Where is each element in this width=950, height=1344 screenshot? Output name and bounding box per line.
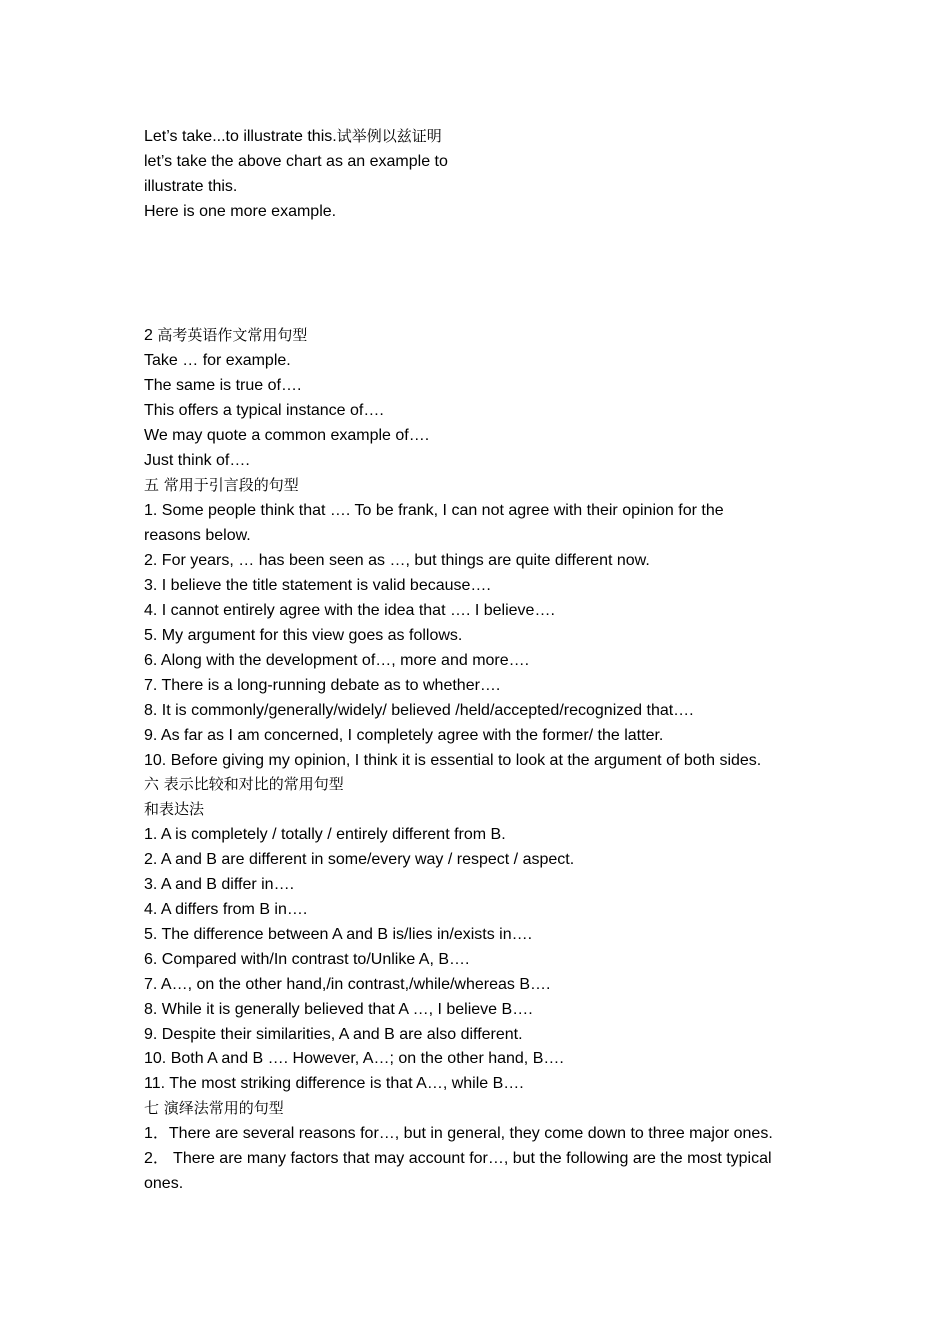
list-item: The same is true of…. bbox=[144, 377, 302, 394]
list-item: 7. There is a long-running debate as to whether…. bbox=[144, 677, 501, 694]
list-item: 6. Compared with/In contrast to/Unlike A, B…. bbox=[144, 951, 470, 968]
text-line: Here is one more example. bbox=[144, 203, 337, 220]
list-item: 10. Before giving my opinion, I think it is essential to look at the argument of both sides. bbox=[144, 752, 762, 769]
section-heading: 六 表示比较和对比的常用句型 bbox=[144, 775, 344, 793]
list-item: 1. A is completely / totally / entirely different from B. bbox=[144, 826, 506, 843]
list-item: 4. A differs from B in…. bbox=[144, 901, 308, 918]
list-item: ones. bbox=[144, 1175, 184, 1192]
section-heading: 五 常用于引言段的句型 bbox=[144, 476, 299, 494]
list-item: 9. Despite their similarities, A and B are also different. bbox=[144, 1026, 523, 1043]
list-item: 11. The most striking difference is that A…, while B…. bbox=[144, 1075, 524, 1092]
list-item: 3. A and B differ in…. bbox=[144, 876, 295, 893]
list-item: 2． There are many factors that may account for…, but the following are the most typical bbox=[144, 1150, 772, 1167]
section-title: 高考英语作文常用句型 bbox=[157, 326, 308, 344]
list-item: We may quote a common example of…. bbox=[144, 427, 430, 444]
list-item: 10. Both A and B …. However, A…; on the other hand, B…. bbox=[144, 1050, 564, 1067]
list-item: This offers a typical instance of…. bbox=[144, 402, 384, 419]
list-item: 6. Along with the development of…, more and more…. bbox=[144, 652, 530, 669]
list-item: Just think of…. bbox=[144, 452, 250, 469]
list-item: 8. While it is generally believed that A …, I believe B…. bbox=[144, 1001, 533, 1018]
list-item: 5. My argument for this view goes as follows. bbox=[144, 627, 463, 644]
section-heading: 七 演绎法常用的句型 bbox=[144, 1099, 284, 1117]
list-item: Take … for example. bbox=[144, 352, 291, 369]
section-heading-cont: 和表达法 bbox=[144, 800, 205, 818]
text-en: Let’s take...to illustrate this. bbox=[144, 128, 337, 145]
list-item: 1. Some people think that …. To be frank, I can not agree with their opinion for the bbox=[144, 502, 724, 519]
list-item: 3. I believe the title statement is valid because…. bbox=[144, 577, 491, 594]
list-item: 9. As far as I am concerned, I completely agree with the former/ the latter. bbox=[144, 727, 664, 744]
list-item: 2. For years, … has been seen as …, but things are quite different now. bbox=[144, 552, 650, 569]
section-number: 2 bbox=[144, 327, 153, 344]
list-item: 8. It is commonly/generally/widely/ believed /held/accepted/recognized that…. bbox=[144, 702, 694, 719]
list-item: reasons below. bbox=[144, 527, 251, 544]
list-item: 7. A…, on the other hand,/in contrast,/while/whereas B…. bbox=[144, 976, 551, 993]
list-item: 4. I cannot entirely agree with the idea that …. I believe…. bbox=[144, 602, 555, 619]
list-item: 1．There are several reasons for…, but in general, they come down to three major ones. bbox=[144, 1125, 773, 1142]
text-zh: 试举例以兹证明 bbox=[336, 127, 442, 145]
text-line bbox=[144, 124, 442, 149]
text-line: let’s take the above chart as an example to bbox=[144, 153, 448, 170]
section-heading bbox=[144, 323, 307, 348]
list-item: 5. The difference between A and B is/lies in/exists in…. bbox=[144, 926, 533, 943]
text-line: illustrate this. bbox=[144, 178, 238, 195]
list-item: 2. A and B are different in some/every way / respect / aspect. bbox=[144, 851, 575, 868]
